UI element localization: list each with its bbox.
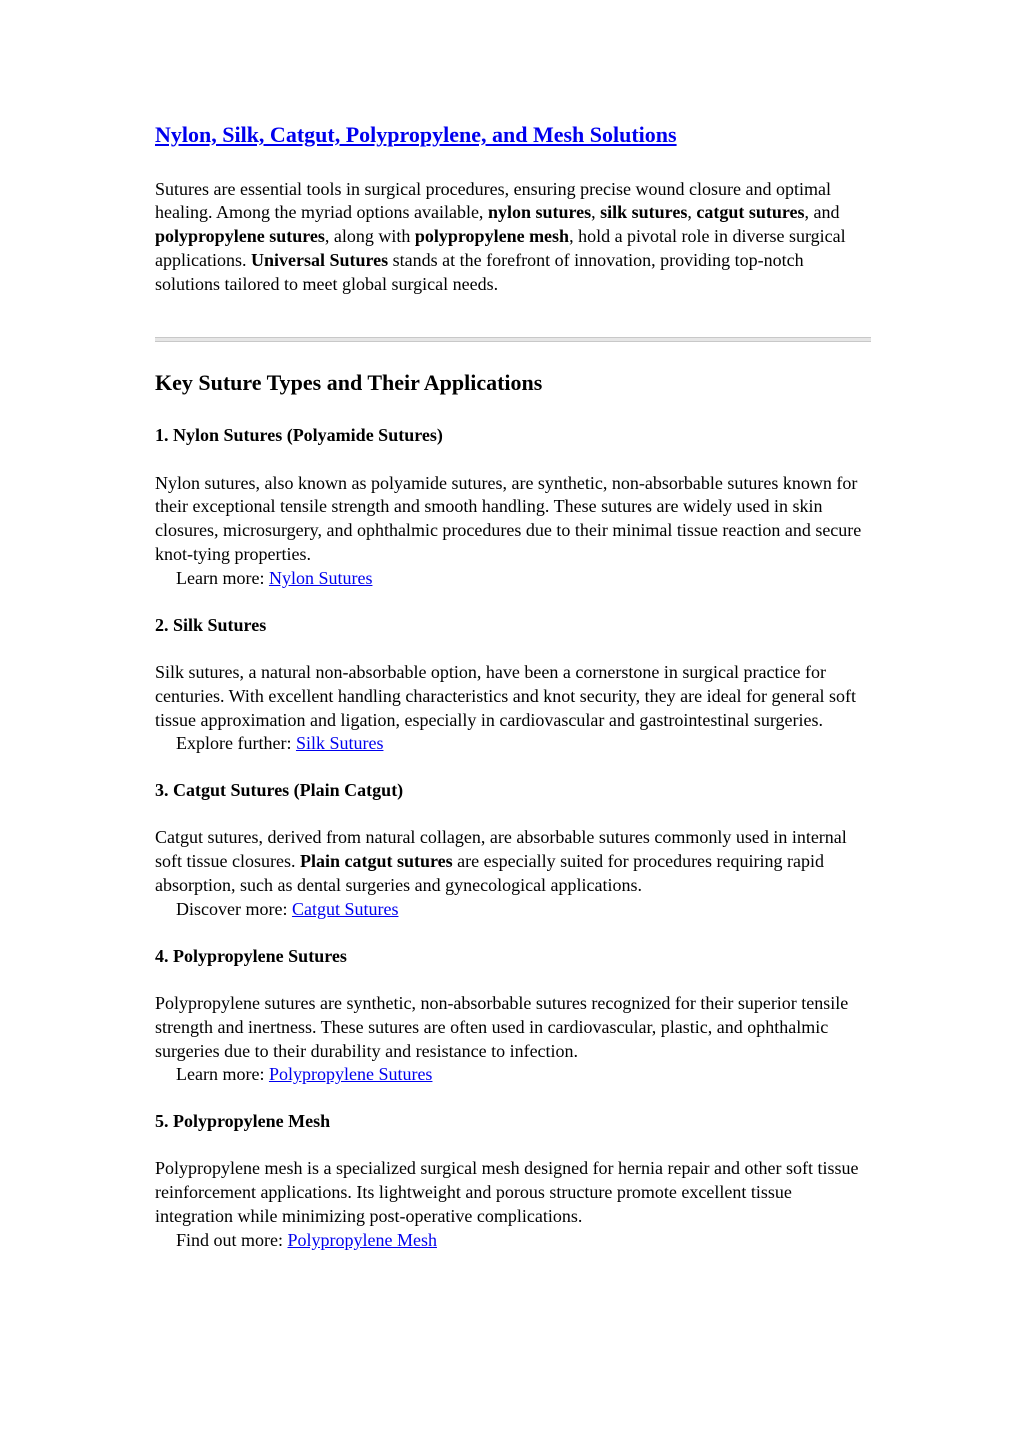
section-3-body-post: are especially suited for procedures requiring rapid absorption, such as dental surgeries and gynecological applications.: [155, 851, 825, 896]
horizontal-divider: [155, 337, 871, 342]
section-2: [155, 661, 871, 756]
section-5-learn-more: [155, 1229, 871, 1253]
section-2-learn-more: [155, 732, 871, 756]
intro-text-2: ,: [591, 202, 601, 223]
intro-text-5: , along with: [324, 226, 415, 247]
intro-bold-brand: Universal Sutures: [250, 250, 389, 271]
intro-text-4: , and: [804, 202, 840, 223]
intro-text-3: ,: [687, 202, 697, 223]
catgut-sutures-link[interactable]: Catgut Sutures: [291, 898, 399, 919]
section-3-link-prefix: Discover more:: [176, 898, 292, 919]
section-1-body: Nylon sutures, also known as polyamide sutures, are synthetic, non-absorbable sutures known for their exceptional tensile strength and smooth handling. These sutures are widely used in skin closures, microsurgery, and ophthalmic procedures due to their minimal tissue reaction and secure knot-tying properties.: [155, 472, 862, 565]
intro-text-6: , hold a pivotal role in diverse surgical applications.: [155, 226, 846, 271]
section-4-link-prefix: Learn more:: [176, 1064, 269, 1085]
document-page: [155, 120, 871, 1275]
section-3-heading: 3. Catgut Sutures (Plain Catgut): [155, 780, 404, 801]
section-5-heading: 5. Polypropylene Mesh: [155, 1111, 331, 1132]
section-3-body: [155, 826, 871, 897]
intro-bold-catgut: catgut sutures: [696, 202, 805, 223]
intro-text-1: Sutures are essential tools in surgical procedures, ensuring precise wound closure and optimal healing. Among the myriad options available,: [155, 178, 831, 223]
section-1-link-prefix: Learn more:: [176, 567, 269, 588]
silk-sutures-link[interactable]: Silk Sutures: [295, 733, 384, 754]
section-1: [155, 472, 871, 591]
intro-bold-nylon: nylon sutures: [487, 202, 592, 223]
section-4-body: Polypropylene sutures are synthetic, non-absorbable sutures recognized for their superior tensile strength and inertness. These sutures are often used in cardiovascular, plastic, and ophthalmic surgeries due to their durability and resistance to infection.: [155, 992, 849, 1061]
section-2-body: Silk sutures, a natural non-absorbable option, have been a cornerstone in surgical practice for centuries. With excellent handling characteristics and knot security, they are ideal for general soft tissue approximation and ligation, especially in cardiovascular and gastrointestinal surgeries.: [155, 661, 856, 730]
section-3-body-bold: Plain catgut sutures: [299, 851, 453, 872]
intro-bold-silk: silk sutures: [600, 202, 688, 223]
section-4: [155, 992, 871, 1087]
section-5-body: Polypropylene mesh is a specialized surgical mesh designed for hernia repair and other soft tissue reinforcement applications. Its lightweight and porous structure promote excellent tissue integration while minimizing post-operative complications.: [155, 1158, 859, 1226]
intro-bold-mesh: polypropylene mesh: [414, 226, 570, 247]
polypropylene-mesh-link[interactable]: Polypropylene Mesh: [287, 1229, 437, 1250]
section-4-learn-more: [155, 1063, 871, 1087]
section-3: [155, 826, 871, 921]
section-2-heading: 2. Silk Sutures: [155, 614, 267, 635]
section-5-link-prefix: Find out more:: [176, 1229, 288, 1250]
intro-text-7: stands at the forefront of innovation, providing top-notch solutions tailored to meet global surgical needs.: [155, 250, 804, 294]
section-2-link-prefix: Explore further:: [176, 733, 296, 754]
section-heading: Key Suture Types and Their Applications: [155, 369, 543, 395]
intro-paragraph: [155, 178, 871, 297]
nylon-sutures-link[interactable]: Nylon Sutures: [268, 567, 373, 588]
section-1-learn-more: [155, 567, 871, 591]
intro-bold-polypropylene: polypropylene sutures: [155, 226, 325, 247]
polypropylene-sutures-link[interactable]: Polypropylene Sutures: [268, 1064, 433, 1085]
section-3-learn-more: [155, 898, 871, 922]
section-4-heading: 4. Polypropylene Sutures: [155, 945, 347, 966]
section-3-body-pre: Catgut sutures, derived from natural collagen, are absorbable sutures commonly used in internal soft tissue closures.: [155, 827, 847, 872]
section-5: [155, 1157, 871, 1252]
section-1-heading: 1. Nylon Sutures (Polyamide Sutures): [155, 425, 443, 446]
page-title-link[interactable]: Nylon, Silk, Catgut, Polypropylene, and Mesh Solutions: [155, 122, 677, 147]
